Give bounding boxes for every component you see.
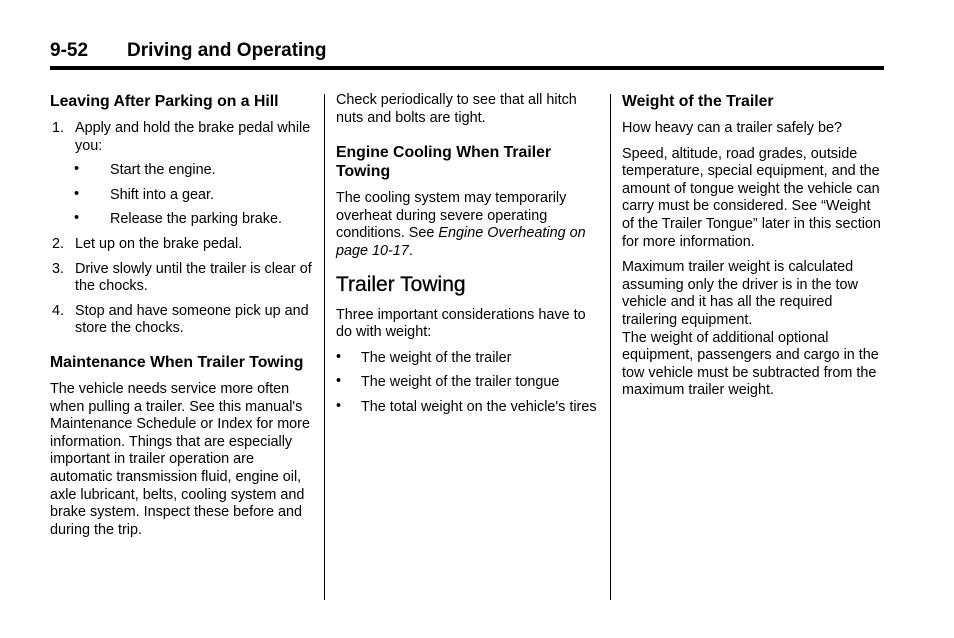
column-divider [610,94,611,600]
sub-bullet [50,187,312,205]
paragraph-cooling [336,190,598,260]
bullet-item [336,399,598,417]
column-left [50,92,312,547]
bullet-glyph: • [74,210,80,227]
heading-weight-of-trailer: Weight of the Trailer [622,93,774,110]
sub-bullet [50,211,312,229]
step-number: 4. [52,302,65,319]
bullet-glyph: • [336,373,342,390]
bullet-glyph: • [336,397,342,414]
section-title: Driving and Operating [127,40,327,61]
column-middle [336,92,598,424]
bullet-text: Shift into a gear. [110,186,215,203]
paragraph-maintenance: The vehicle needs service more often when pulling a trailer. See this manual's Maintenance Schedule or Index for more information. Things that are especially important in trailer operation are automatic transmission fluid, engine oil, axle lubricant, belts, cooling system and brake system. Inspect these before and during the trip. [50,380,310,538]
step-4 [50,303,312,338]
step-text: Drive slowly until the trailer is clear of the chocks. [75,260,312,295]
heading-engine-cooling: Engine Cooling When Trailer Towing [336,144,552,181]
heading-leaving-after-parking: Leaving After Parking on a Hill [50,93,279,110]
bullet-glyph: • [74,185,80,202]
bullet-text: The weight of the trailer tongue [361,374,560,391]
sub-bullet [50,162,312,180]
bullet-item [336,374,598,392]
step-number: 1. [52,120,65,136]
paragraph-check-hitch: Check periodically to see that all hitch nuts and bolts are tight. [336,92,577,126]
paragraph-question: How heavy can a trailer safely be? [622,120,842,136]
step-3 [50,261,312,296]
cross-reference-link[interactable]: Engine Overheating on page 10-17 [336,225,586,259]
bullet-text: Start the engine. [110,162,216,179]
step-text: Let up on the brake pedal. [75,235,243,252]
paragraph-towing: Three important considerations have to do with weight: [336,306,586,341]
bullet-text: The weight of the trailer [361,349,512,366]
page-header [50,38,884,70]
step-number: 3. [52,260,65,277]
spacer [50,345,312,353]
step-1 [50,120,312,155]
bullet-glyph: • [336,348,342,365]
paragraph-max-weight: Maximum trailer weight is calculated assuming only the driver is in the tow vehicle and it has all the required trailering equipment. [622,259,858,328]
heading-maintenance: Maintenance When Trailer Towing [50,353,304,371]
column-divider [324,94,325,600]
paragraph-speed: Speed, altitude, road grades, outside temperature, special equipment, and the amount of tongue weight the vehicle can carry must be considered. See “Weight of the Trailer Tongue” later in this section for more information. [622,145,881,250]
page-number: 9-52 [50,40,89,61]
bullet-item [336,350,598,368]
bullet-glyph: • [74,161,80,178]
heading-trailer-towing: Trailer Towing [336,272,466,296]
spacer [336,135,598,143]
cooling-text: The cooling system may temporarily overheat during severe operating conditions. See [336,190,567,242]
step-text: Apply and hold the brake pedal while you: [75,120,311,154]
bullet-text: Release the parking brake. [110,211,282,228]
column-right [622,92,884,408]
cooling-text-end: . [408,242,413,259]
step-number: 2. [52,235,65,252]
paragraph-additional-weight: The weight of additional optional equipment, passengers and cargo in the tow vehicle must be subtracted from the maximum trailer weight. [622,329,879,399]
bullet-text: The total weight on the vehicle's tires [361,398,597,415]
step-2 [50,236,312,254]
step-text: Stop and have someone pick up and store the chocks. [75,302,309,337]
